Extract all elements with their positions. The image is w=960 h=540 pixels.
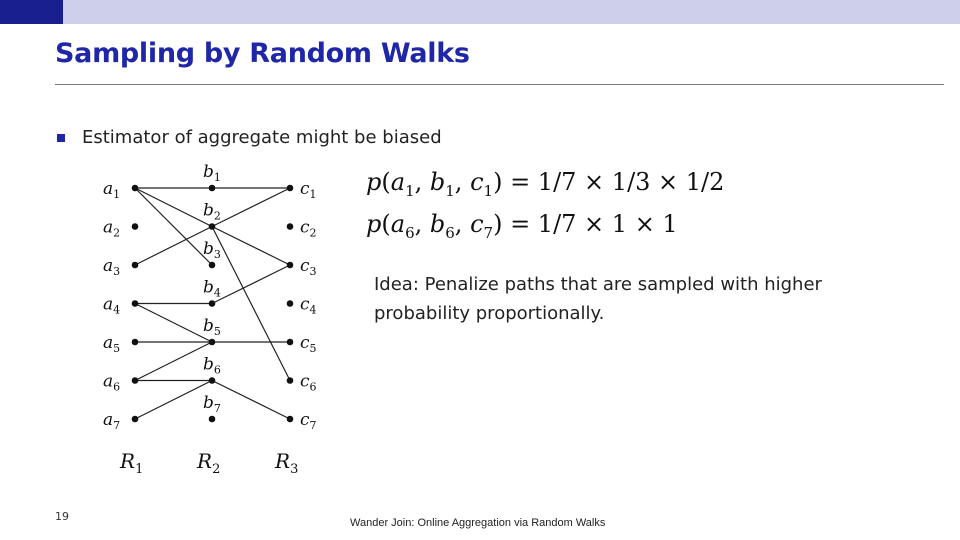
node-label-a6: $a_6$ <box>103 371 121 394</box>
node-a3 <box>132 262 139 269</box>
node-a2 <box>132 223 139 230</box>
node-c3 <box>287 262 294 269</box>
edge-a3-b2 <box>135 227 212 266</box>
edge-b2-c3 <box>212 227 290 266</box>
join-graph <box>95 150 335 480</box>
node-label-a7: $a_7$ <box>103 410 121 432</box>
edge-a1-b2 <box>135 188 212 227</box>
node-label-a5: $a_5$ <box>103 333 121 355</box>
edge-a7-b6 <box>135 381 212 420</box>
node-b7 <box>209 416 216 423</box>
node-label-a1: $a_1$ <box>103 179 121 201</box>
node-a7 <box>132 416 139 423</box>
node-label-b4: $b_4$ <box>203 277 221 300</box>
formula-1-sub-b: 1 <box>445 181 455 200</box>
top-bar <box>0 0 960 24</box>
node-a1 <box>132 185 139 192</box>
node-label-a2: $a_2$ <box>103 217 121 240</box>
node-a6 <box>132 377 139 384</box>
column-label-2: $R_2$ <box>197 449 221 477</box>
node-label-b7: $b_7$ <box>203 393 221 415</box>
node-label-b6: $b_6$ <box>203 354 221 377</box>
top-bar-accent <box>0 0 63 24</box>
node-label-c4: $c_4$ <box>300 294 317 317</box>
formula-1-rhs: = 1/7 × 1/3 × 1/2 <box>510 168 725 196</box>
title-divider <box>55 84 944 85</box>
node-b6 <box>209 377 216 384</box>
node-label-c2: $c_2$ <box>300 217 317 240</box>
node-label-c3: $c_3$ <box>300 256 317 278</box>
node-b3 <box>209 262 216 269</box>
node-label-b1: $b_1$ <box>203 162 221 184</box>
footer-text: Wander Join: Online Aggregation via Random Walks <box>350 517 606 529</box>
node-a4 <box>132 300 139 307</box>
formula-1-var-a: a <box>390 168 406 196</box>
formula-2: $p(a_6$, $b_6$, $c_7) = 1/7 \times 1 \times 1$ <box>366 210 678 242</box>
node-b4 <box>209 300 216 307</box>
slide-title: Sampling by Random Walks <box>55 38 470 69</box>
node-c7 <box>287 416 294 423</box>
node-label-b3: $b_3$ <box>203 239 221 261</box>
node-label-c6: $c_6$ <box>300 371 317 394</box>
page-number: 19 <box>55 510 69 523</box>
node-label-a3: $a_3$ <box>103 256 121 278</box>
column-label-3: $R_3$ <box>275 449 299 477</box>
formula-1-var-c: c <box>470 168 484 196</box>
formula-1-sub-a: 1 <box>405 181 415 200</box>
node-label-a4: $a_4$ <box>103 294 121 317</box>
formula-2-var-a: a <box>390 210 406 238</box>
bullet-text: Estimator of aggregate might be biased <box>82 127 442 148</box>
node-c2 <box>287 223 294 230</box>
edge-b2-c1 <box>212 188 290 227</box>
column-label-1: $R_1$ <box>120 449 144 477</box>
node-b1 <box>209 185 216 192</box>
node-c1 <box>287 185 294 192</box>
formula-2-var-b: b <box>429 210 446 238</box>
edge-b4-c3 <box>212 265 290 304</box>
node-label-c7: $c_7$ <box>300 410 317 432</box>
edge-a1-b3 <box>135 188 212 265</box>
node-b2 <box>209 223 216 230</box>
edge-b6-c7 <box>212 381 290 420</box>
node-label-b2: $b_2$ <box>203 200 221 223</box>
formula-2-var-c: c <box>470 210 484 238</box>
bullet-square-icon <box>57 134 65 142</box>
formula-2-sub-b: 6 <box>445 223 455 242</box>
formula-1-sub-c: 1 <box>483 181 494 200</box>
formula-2-rhs: = 1/7 × 1 × 1 <box>510 210 678 238</box>
edge-a6-b5 <box>135 342 212 381</box>
idea-text: Idea: Penalize paths that are sampled with higher probability proportionally. <box>374 274 822 324</box>
formula-1: $p(a_1$, $b_1$, $c_1) = 1/7 \times 1/3 \times 1/2$ <box>366 168 725 200</box>
node-c4 <box>287 300 294 307</box>
node-label-b5: $b_5$ <box>203 316 221 338</box>
node-a5 <box>132 339 139 346</box>
node-b5 <box>209 339 216 346</box>
formula-2-sub-a: 6 <box>405 223 415 242</box>
edge-b2-c6 <box>212 227 290 381</box>
node-label-c1: $c_1$ <box>300 179 317 201</box>
formula-1-var-b: b <box>429 168 446 196</box>
node-label-c5: $c_5$ <box>300 333 317 355</box>
node-c5 <box>287 339 294 346</box>
edge-a4-b5 <box>135 304 212 343</box>
node-c6 <box>287 377 294 384</box>
formula-2-sub-c: 7 <box>483 223 494 242</box>
